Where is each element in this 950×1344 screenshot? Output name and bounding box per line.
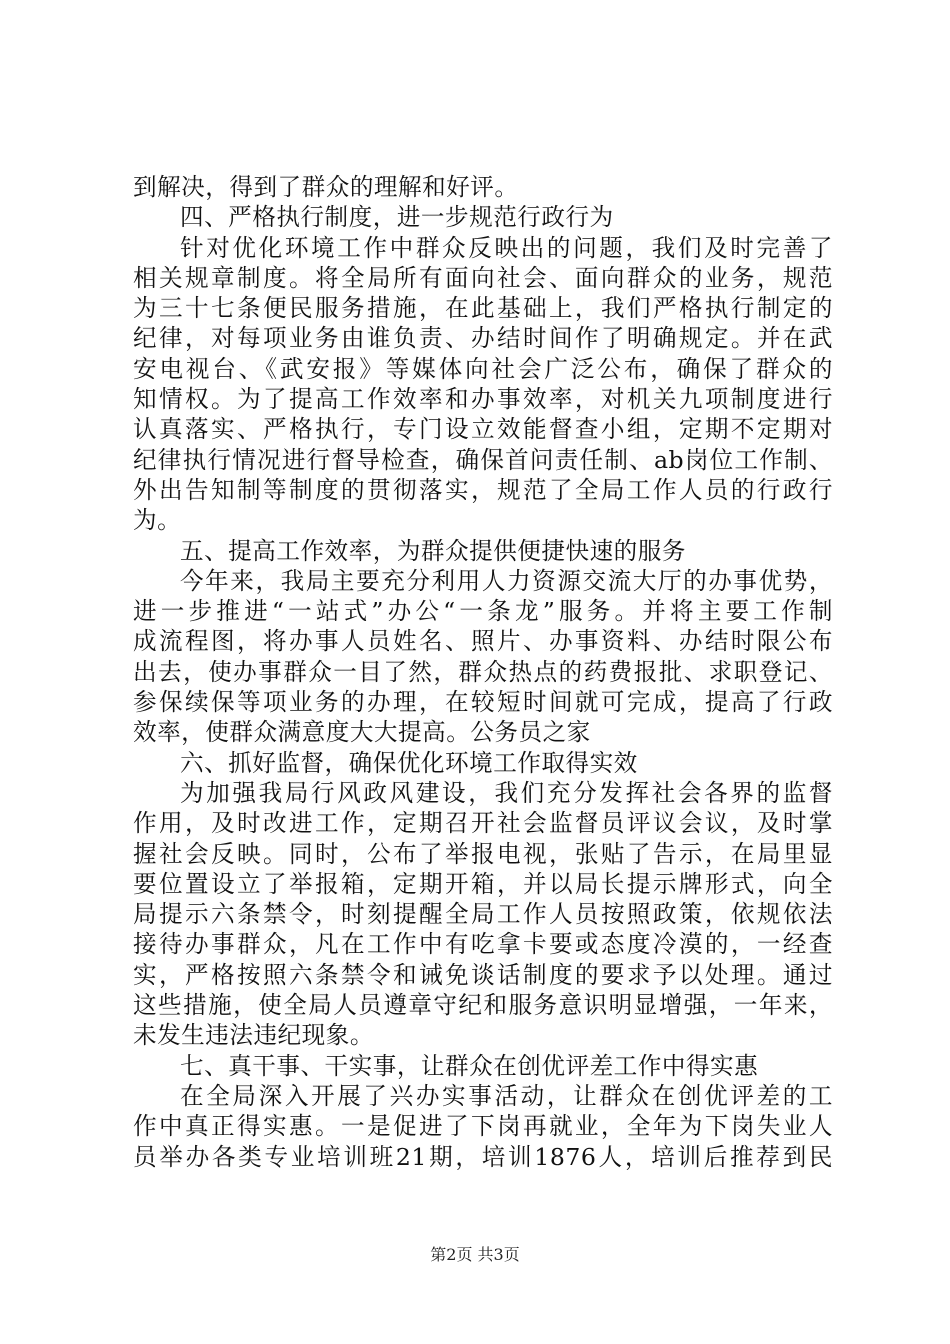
paragraph-line: 实，严格按照六条禁令和诫免谈话制度的要求予以处理。通过 xyxy=(133,960,833,989)
section-heading: 六、抓好监督，确保优化环境工作取得实效 xyxy=(180,748,638,777)
paragraph-line: 未发生违法违纪现象。 xyxy=(133,1021,374,1050)
paragraph-line: 局提示六条禁令，时刻提醒全局工作人员按照政策，依规依法 xyxy=(133,900,833,929)
paragraph-line: 作中真正得实惠。一是促进了下岗再就业，全年为下岗失业人 xyxy=(133,1112,833,1141)
paragraph-line: 针对优化环境工作中群众反映出的问题，我们及时完善了 xyxy=(180,233,833,262)
section-heading: 五、提高工作效率，为群众提供便捷快速的服务 xyxy=(180,536,686,565)
paragraph-line: 为。 xyxy=(133,506,182,535)
paragraph-line: 纪律，对每项业务由谁负责、办结时间作了明确规定。并在武 xyxy=(133,324,833,353)
paragraph-line: 今年来，我局主要充分利用人力资源交流大厅的办事优势， xyxy=(180,566,833,595)
paragraph-line: 要位置设立了举报箱，定期开箱，并以局长提示牌形式，向全 xyxy=(133,869,833,898)
paragraph-line: 出去，使办事群众一目了然，群众热点的药费报批、求职登记、 xyxy=(133,657,833,686)
paragraph-line: 纪律执行情况进行督导检查，确保首问责任制、ab岗位工作制、 xyxy=(133,445,833,474)
document-body xyxy=(133,172,833,1172)
paragraph-line: 安电视台、《武安报》等媒体向社会广泛公布，确保了群众的 xyxy=(133,354,833,383)
paragraph-line: 握社会反映。同时，公布了举报电视，张贴了告示，在局里显 xyxy=(133,839,833,868)
section-heading: 七、真干事、干实事，让群众在创优评差工作中得实惠 xyxy=(180,1051,759,1080)
paragraph-line: 作用，及时改进工作，定期召开社会监督员评议会议，及时掌 xyxy=(133,809,833,838)
page-footer: 第2页 共3页 xyxy=(430,1245,520,1264)
paragraph-line: 员举办各类专业培训班21期，培训1876人，培训后推荐到民 xyxy=(133,1142,833,1171)
paragraph-line: 为加强我局行风政风建设，我们充分发挥社会各界的监督 xyxy=(180,778,833,807)
paragraph-line: 外出告知制等制度的贯彻落实，规范了全局工作人员的行政行 xyxy=(133,475,833,504)
paragraph-line: 知情权。为了提高工作效率和办事效率，对机关九项制度进行 xyxy=(133,385,833,414)
paragraph-line: 效率，使群众满意度大大提高。公务员之家 xyxy=(133,718,591,747)
paragraph-line: 认真落实、严格执行，专门设立效能督查小组，定期不定期对 xyxy=(133,415,833,444)
section-heading: 四、严格执行制度，进一步规范行政行为 xyxy=(180,203,614,232)
paragraph-line: 成流程图，将办事人员姓名、照片、办事资料、办结时限公布 xyxy=(133,627,833,656)
paragraph-line: 参保续保等项业务的办理，在较短时间就可完成，提高了行政 xyxy=(133,688,833,717)
paragraph-line: 这些措施，使全局人员遵章守纪和服务意识明显增强，一年来， xyxy=(133,991,833,1020)
paragraph-line: 进一步推进“一站式”办公“一条龙”服务。并将主要工作制 xyxy=(133,597,833,626)
paragraph-line: 接待办事群众，凡在工作中有吃拿卡要或态度冷漠的，一经查 xyxy=(133,930,833,959)
paragraph-line: 在全局深入开展了兴办实事活动，让群众在创优评差的工 xyxy=(180,1081,833,1110)
paragraph-line: 相关规章制度。将全局所有面向社会、面向群众的业务，规范 xyxy=(133,263,833,292)
paragraph-line: 到解决，得到了群众的理解和好评。 xyxy=(133,173,519,201)
paragraph-line: 为三十七条便民服务措施，在此基础上，我们严格执行制定的 xyxy=(133,294,833,323)
